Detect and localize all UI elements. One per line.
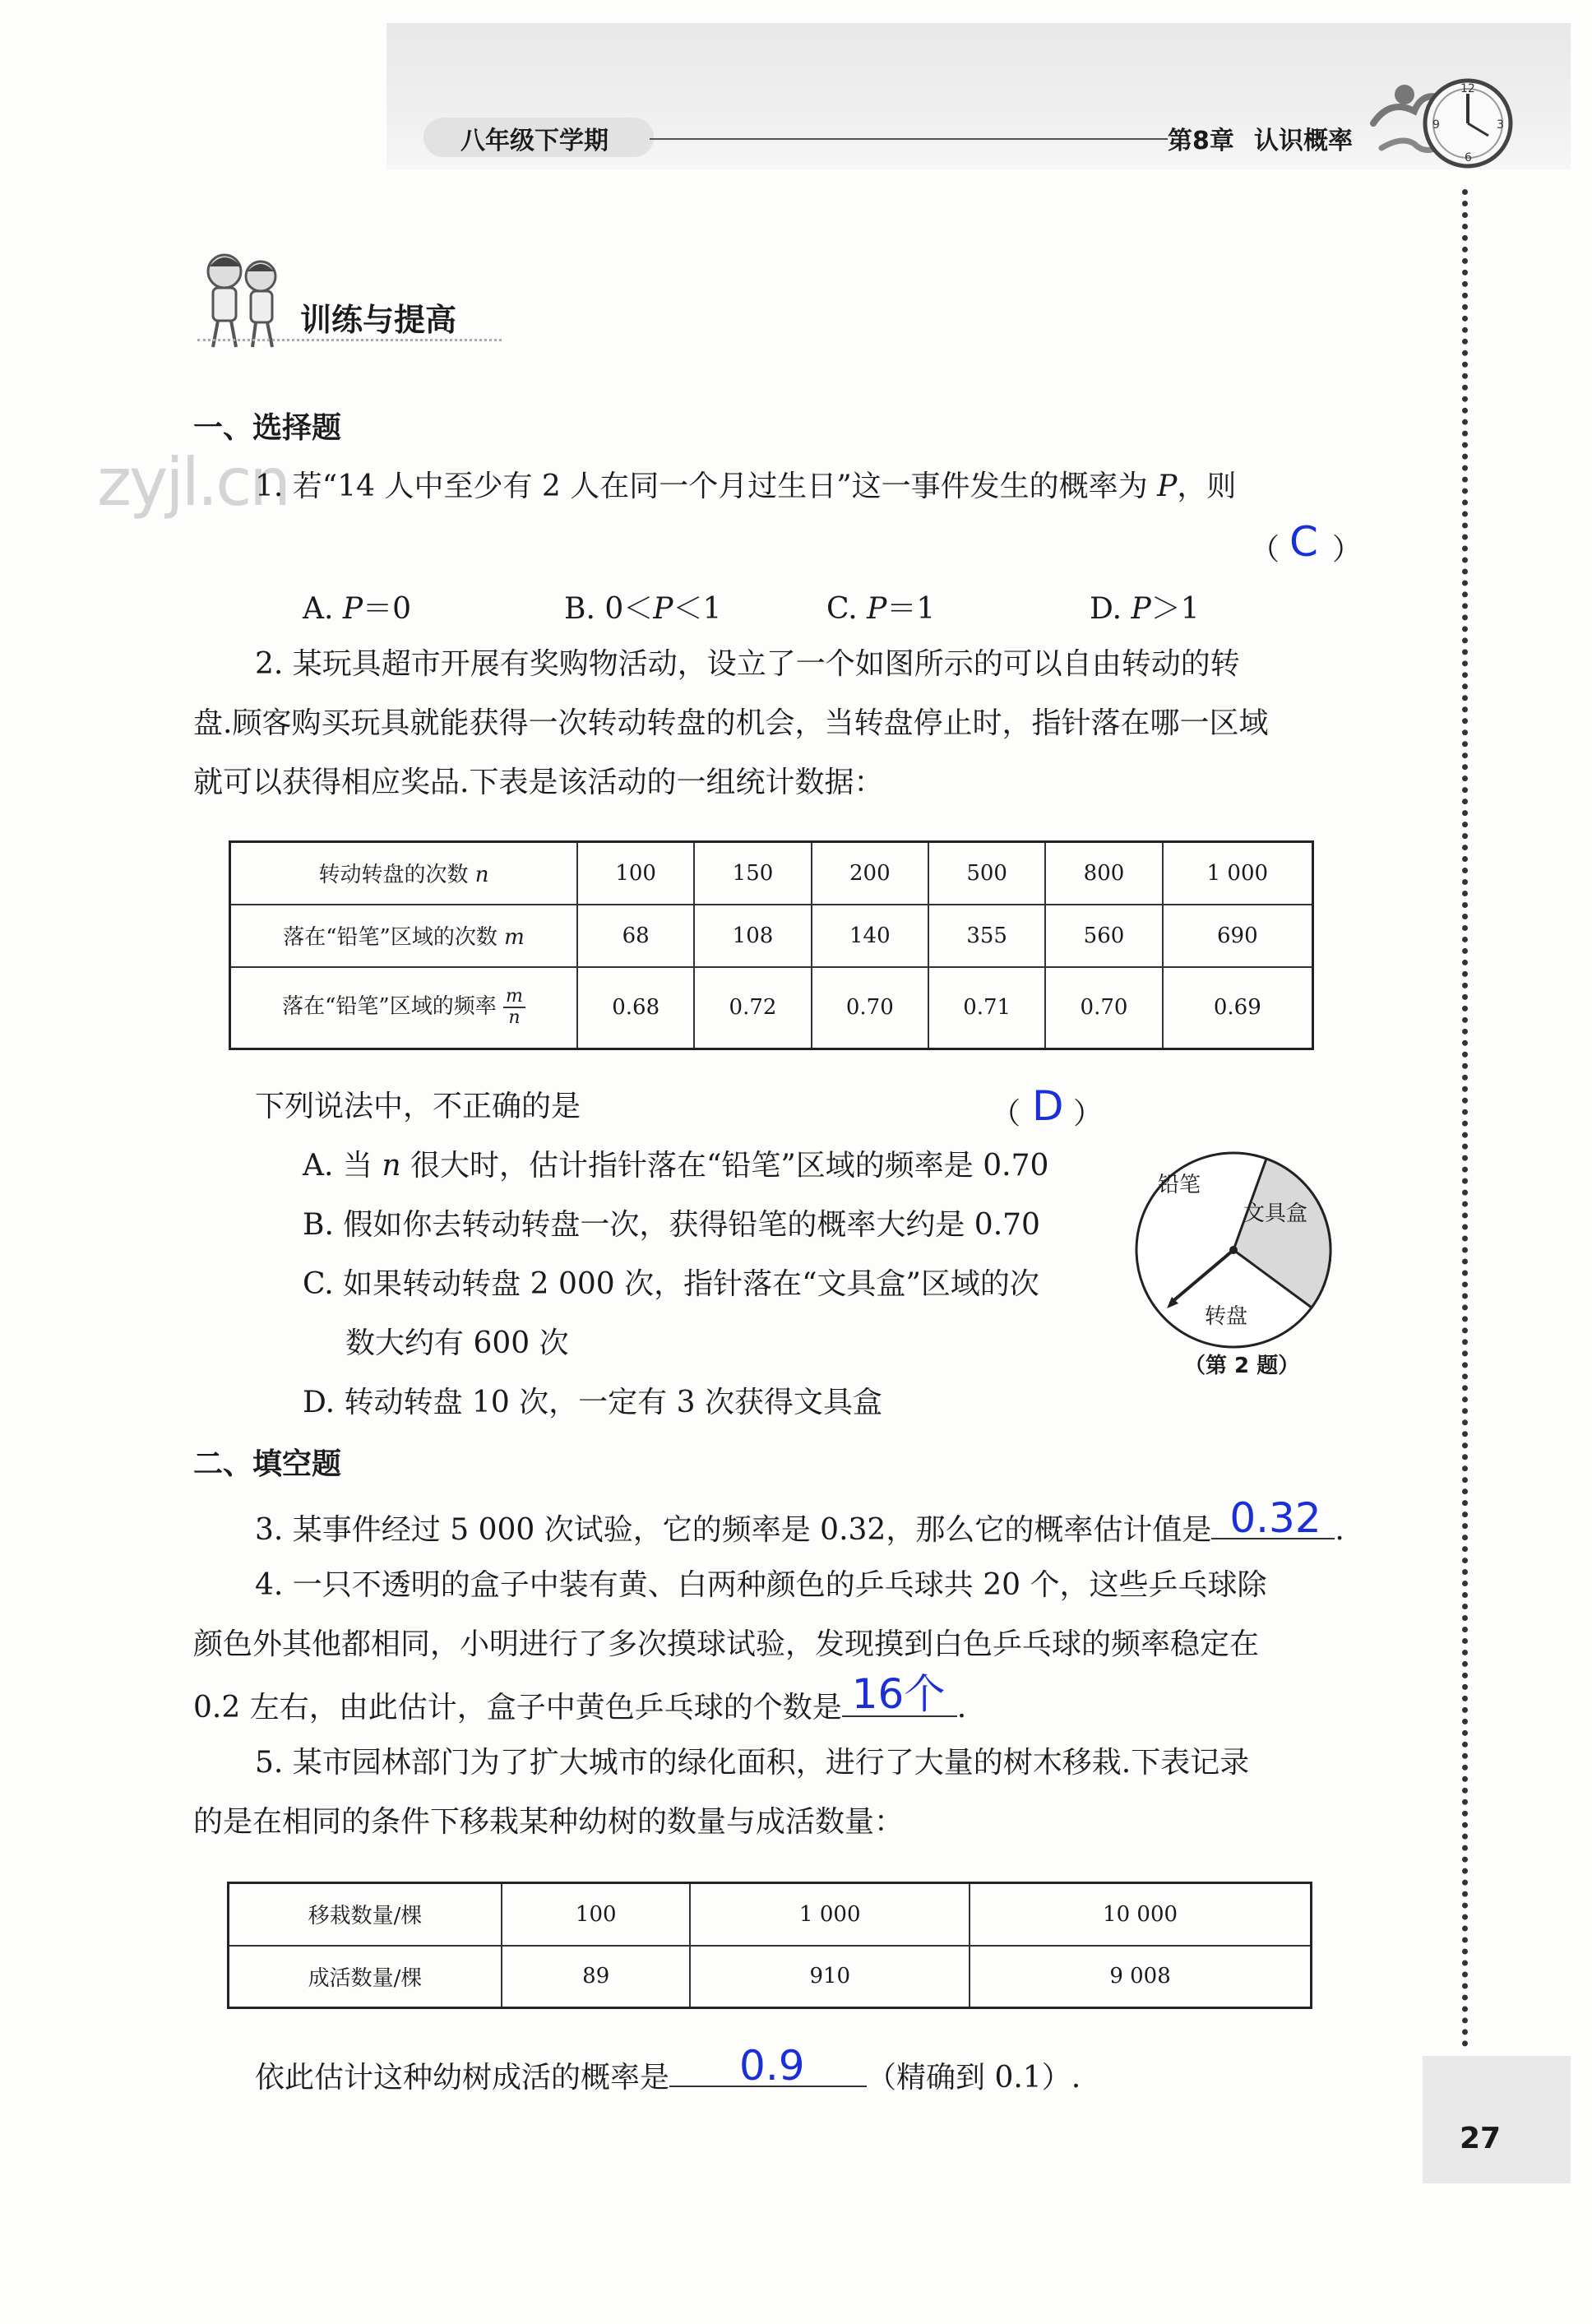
row-label [230, 842, 578, 905]
option-var: P [342, 592, 363, 626]
row-label [230, 905, 578, 967]
grade-label: 八年级下学期 [460, 127, 609, 155]
label-text: 落在“铅笔”区域的次数 [283, 925, 505, 950]
q5-answer: 0.9 [739, 2042, 805, 2090]
table-row [229, 1883, 1312, 1946]
table-row [230, 842, 1313, 905]
margin-dotted-line [1462, 189, 1468, 2048]
q4-answer: 16个 [851, 1670, 946, 1718]
table-row [229, 1946, 1312, 2008]
table-cell: 690 [1163, 905, 1313, 967]
row-label: 成活数量/棵 [229, 1946, 502, 2008]
chapter-label: 第8章 [1168, 127, 1234, 155]
q3-end: . [1335, 1513, 1344, 1547]
q5-table [227, 1882, 1312, 2009]
table-cell: 100 [502, 1883, 690, 1946]
q2-line-1: 2. 某玩具超市开展有奖购物活动，设立了一个如图所示的可以自由转动的转 [255, 647, 1240, 681]
table-cell: 800 [1045, 842, 1162, 905]
table-cell: 1 000 [1163, 842, 1313, 905]
option-label: B. 0＜ [564, 592, 654, 626]
label-var: m [504, 925, 525, 950]
table-cell: 140 [812, 905, 928, 967]
table-cell: 89 [502, 1946, 690, 2008]
q3-answer: 0.32 [1229, 1494, 1321, 1542]
svg-text:12: 12 [1460, 82, 1475, 95]
svg-text:3: 3 [1497, 118, 1504, 132]
page-number-box [1423, 2056, 1571, 2183]
header-rule [650, 138, 1168, 140]
paren-close: ） [1332, 533, 1363, 567]
section2-heading: 二、填空题 [193, 1447, 342, 1481]
compass-runner-logo-icon [1365, 66, 1521, 181]
q2-option-c-line1: C. 如果转动转盘 2 000 次，指针落在“文具盒”区域的次 [303, 1267, 1039, 1301]
fraction-numerator: m [503, 987, 525, 1008]
table-cell: 1 000 [690, 1883, 970, 1946]
option-label: C. [826, 592, 868, 626]
option-label: A. [303, 592, 343, 626]
table-cell: 200 [812, 842, 928, 905]
section-badge-title: 训练与提高 [300, 302, 457, 338]
table-cell: 355 [928, 905, 1045, 967]
table-cell: 9 008 [970, 1946, 1311, 2008]
fraction-denominator: n [508, 1007, 521, 1029]
box-region-label: 文具盒 [1243, 1201, 1308, 1226]
q3-text: 3. 某事件经过 5 000 次试验，它的频率是 0.32，那么它的概率估计值是 [255, 1513, 1212, 1547]
table-row [230, 905, 1313, 967]
label-text: 落在“铅笔”区域的频率 [282, 994, 497, 1020]
table-cell: 910 [690, 1946, 970, 2008]
option-var: P [653, 592, 673, 626]
q5-line-1: 5. 某市园林部门为了扩大城市的绿化面积，进行了大量的树木移栽.下表记录 [255, 1746, 1250, 1780]
q1-answer: C [1289, 518, 1318, 566]
q1-option-a [303, 586, 411, 627]
section-badge-underline [197, 339, 502, 341]
table-cell: 0.71 [928, 967, 1045, 1049]
fraction [503, 987, 525, 1028]
q5-blank [669, 2042, 867, 2090]
table-cell: 0.68 [577, 967, 694, 1049]
q2-option-d: D. 转动转盘 10 次，一定有 3 次获得文具盒 [303, 1386, 882, 1419]
chapter-title: 认识概率 [1254, 127, 1353, 155]
svg-text:9: 9 [1432, 118, 1440, 132]
q4-line-2: 颜色外其他都相同，小明进行了多次摸球试验，发现摸到白色乒乓球的频率稳定在 [193, 1627, 1260, 1661]
q1-answer-bracket-close [1332, 526, 1362, 568]
option-rest: ＞1 [1150, 592, 1200, 626]
table-cell: 0.72 [694, 967, 811, 1049]
row-label: 移栽数量/棵 [229, 1883, 502, 1946]
q2-option-c-line2: 数大约有 600 次 [345, 1326, 569, 1360]
q1-answer-bracket [1250, 526, 1280, 568]
q2-line-2: 盘.顾客购买玩具就能获得一次转动转盘的机会，当转盘停止时，指针落在哪一区域 [193, 706, 1269, 740]
q2-paren-open: （ [991, 1097, 1021, 1131]
table-cell: 500 [928, 842, 1045, 905]
q2-option-a [303, 1137, 1048, 1196]
pencil-region-label: 铅笔 [1158, 1173, 1201, 1197]
figure-caption: （第 2 题） [1184, 1354, 1300, 1378]
q2-line-3: 就可以获得相应奖品.下表是该活动的一组统计数据： [193, 766, 884, 799]
table-cell: 10 000 [970, 1883, 1311, 1946]
table-cell: 0.70 [812, 967, 928, 1049]
q1-option-d [1090, 586, 1200, 627]
paren-open: （ [1250, 533, 1280, 567]
q1-text: 1. 若“14 人中至少有 2 人在同一个月过生日”这一事件发生的概率为 [255, 470, 1158, 503]
option-var: P [867, 592, 887, 626]
option-label: D. [1090, 592, 1132, 626]
q5-line-2: 的是在相同的条件下移栽某种幼树的数量与成活数量： [193, 1805, 905, 1839]
q2-table [229, 840, 1314, 1050]
option-rest: ＜1 [673, 592, 722, 626]
option-var: P [1131, 592, 1151, 626]
q2-paren-close: ） [1073, 1097, 1104, 1131]
spinner-hub [1229, 1246, 1238, 1254]
q1-option-b [564, 586, 721, 627]
q4-blank [842, 1670, 957, 1718]
watermark: zyjl.cn [97, 444, 289, 521]
q5-text: 依此估计这种幼树成活的概率是 [255, 2061, 670, 2095]
q4-line-1: 4. 一只不透明的盒子中装有黄、白两种颜色的乒乓球共 20 个，这些乒乓球除 [255, 1568, 1267, 1602]
option-rest: ＝1 [886, 592, 936, 626]
svg-text:6: 6 [1465, 151, 1472, 164]
table-cell: 108 [694, 905, 811, 967]
page-number: 27 [1460, 2122, 1502, 2155]
q4-text: 0.2 左右，由此估计，盒子中黄色乒乓球的个数是 [193, 1691, 842, 1724]
spinner-caption: 转盘 [1205, 1304, 1248, 1329]
q5-conclusion [255, 2044, 1081, 2108]
q3-blank [1211, 1494, 1335, 1542]
table-cell: 68 [577, 905, 694, 967]
q2-option-b: B. 假如你去转动转盘一次，获得铅笔的概率大约是 0.70 [303, 1208, 1040, 1242]
option-text: A. 当 [303, 1149, 382, 1183]
q1-stem [255, 457, 1236, 516]
table-row [230, 967, 1313, 1049]
label-var: n [474, 863, 489, 888]
table-cell: 560 [1045, 905, 1162, 967]
table-cell: 0.69 [1163, 967, 1313, 1049]
q4-line-3 [193, 1670, 967, 1738]
q1-var: P [1157, 470, 1178, 503]
q2-answer: D [1032, 1082, 1064, 1130]
option-var: n [382, 1149, 401, 1183]
section1-heading: 一、选择题 [193, 411, 342, 445]
table-cell: 100 [577, 842, 694, 905]
table-cell: 0.70 [1045, 967, 1162, 1049]
q1-text-tail: ，则 [1177, 470, 1237, 503]
kids-illustration-icon [193, 247, 292, 354]
option-text-tail: 很大时，估计指针落在“铅笔”区域的频率是 0.70 [400, 1149, 1049, 1183]
q5-tail: （精确到 0.1）. [867, 2061, 1081, 2095]
q3-line [255, 1494, 1344, 1560]
label-text: 转动转盘的次数 [318, 863, 475, 888]
option-rest: ＝0 [363, 592, 412, 626]
row-label [230, 967, 578, 1049]
table-cell: 150 [694, 842, 811, 905]
q1-option-c [826, 586, 935, 627]
q4-end: . [956, 1691, 967, 1724]
q2-prompt: 下列说法中，不正确的是 [255, 1090, 581, 1123]
